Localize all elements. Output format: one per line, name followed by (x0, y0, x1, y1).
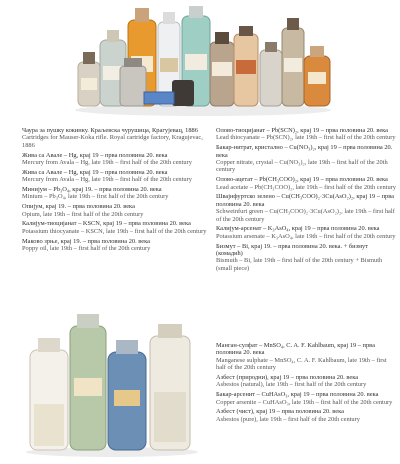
photo-glass-jars (22, 308, 202, 458)
entry-serbian: Маково зрње, крај 19. – прва половина 20. века (22, 237, 150, 245)
catalogue-entry (22, 238, 212, 253)
catalogue-entry (216, 243, 396, 273)
entry-english: Copper arsenite – CuHAsO₃, late 19th – first half of the 20th century (216, 398, 393, 406)
catalogue-entry (216, 144, 396, 174)
catalogue-entry (22, 169, 212, 184)
entry-serbian: Олово-ацетат – Pb(CH₃COO)₂, крај 19 – прва половина 20. века (216, 176, 388, 184)
entry-english: Bismuth – Bi, late 19th – first half of the 20th century + Bismuth (small piece) (216, 257, 383, 272)
entry-english: Potassium thiocyanate – KSCN, late 19th – first half of the 20th century (22, 227, 207, 235)
catalogue-column-right-bottom (216, 342, 396, 426)
entry-english: Manganese sulphate – MnSO₄, C. A. F. Kahlbaum, late 19th – first half of the 20th century (216, 356, 387, 372)
entry-serbian: Калијум-арсенат – K₃AsO₄, крај 19 – прва половина 20. века (216, 225, 380, 233)
catalogue-entry (216, 176, 396, 191)
jars-illustration (22, 308, 202, 458)
catalogue-column-right (216, 127, 396, 275)
entry-english: Asbestos (pure), late 19th – first half of the 20th century (216, 415, 360, 423)
catalogue-entry (216, 225, 396, 240)
entry-english: Opium, late 19th – first half of the 20th century (22, 210, 144, 218)
entry-english: Asbestos (natural), late 19th – first half of the 20th century (216, 381, 367, 389)
catalogue-entry (216, 408, 396, 423)
entry-serbian: Опијум, крај 19. – прва половина 20. века (22, 203, 135, 211)
entry-serbian: Жива са Авале – Hg, крај 19 – прва половина 20. века (22, 151, 168, 159)
catalogue-column-left (22, 127, 212, 255)
catalogue-entry (22, 203, 212, 218)
catalogue-entry (22, 127, 212, 149)
catalogue-entry (216, 342, 396, 372)
entry-english: Potassium arsenate – K₃AsO₄, late 19th – first half of the 20th century (216, 232, 396, 240)
entry-serbian: Бакар-нитрат, кристално – Cu(NO₃)₂, крај 19 – прва половина 20. века (216, 144, 393, 159)
entry-serbian: Манган-сулфат – MnSO₄, C. A. F. Kahlbaum, крај 19 – прва половина 20. века (216, 342, 375, 357)
entry-english: Mercury from Avala – Hg, late 19th – first half of the 20th century (22, 176, 192, 184)
catalogue-entry (22, 186, 212, 201)
catalogue-entry (22, 220, 212, 235)
entry-english: Lead thiocyanate – Pb(SCN)₂, late 19th – first half of the 20th century (216, 134, 396, 142)
entry-serbian: Минијум – Pb₃O₄, крај 19. – прва половина 20. века (22, 186, 162, 194)
entry-english: Cartridges for Mauser-Koka rifle. Royal cartridge factory, Kragujevac, 1886 (22, 134, 203, 149)
entry-serbian: Жива са Авале – Hg, крај 19 – прва половина 20. века (22, 168, 168, 176)
catalogue-entry (22, 152, 212, 167)
entry-english: Lead acetate – Pb(CH₃COO)₂, late 19th – first half of the 20th century (216, 183, 396, 191)
entry-serbian: Азбест (чист), крај 19 – прва половина 20. века (216, 408, 344, 416)
catalogue-entry (216, 374, 396, 389)
entry-serbian: Азбест (природни), крај 19 – прва половина 20. века (216, 374, 359, 382)
catalogue-entry (216, 193, 396, 223)
catalogue-entry (216, 127, 396, 142)
entry-english: Copper nitrate, crystal – Cu(NO₃)₂, late 19th – first half of the 20th century (216, 159, 388, 174)
entry-english: Mercury from Avala – Hg, late 19th – first half of the 20th century (22, 159, 192, 167)
bottles-illustration (72, 0, 334, 118)
photo-chemical-bottles (72, 0, 334, 118)
entry-serbian: Швајнфуртско зелено – Cu(CH₃COO)₂·3Cu(AsO₂)₂, крај 19 – прва половина 20. века (216, 193, 394, 208)
entry-english: Schweinfurt green – Cu(CH₃COO)₂·3Cu(AsO₂)₂, late 19th – first half of the 20th century (216, 208, 395, 223)
entry-english: Minium – Pb₃O₄, late 19th – first half of the 20th century (22, 193, 169, 201)
entry-english: Poppy oil, late 19th – first half of the 20th century (22, 245, 151, 253)
entry-serbian: Олово-тиоцијанат – Pb(SCN)₂, крај 19 – прва половина 20. века (216, 127, 389, 134)
entry-serbian: Калијум-тиоцијанат – KSCN, крај 19 – прва половина 20. века (22, 220, 191, 228)
entry-serbian: Бизмут – Bi, крај 19. – прва половина 20. века. + бизмут (комадић) (216, 242, 369, 258)
entry-serbian: Чаура за пушку кокинку. Краљевска чурушица, Крагујевац, 1886 (22, 127, 198, 134)
catalogue-entry (216, 391, 396, 406)
entry-serbian: Бакар-арсенит – CuHAsO₃, крај 19 – прва половина 20. века (216, 391, 379, 399)
